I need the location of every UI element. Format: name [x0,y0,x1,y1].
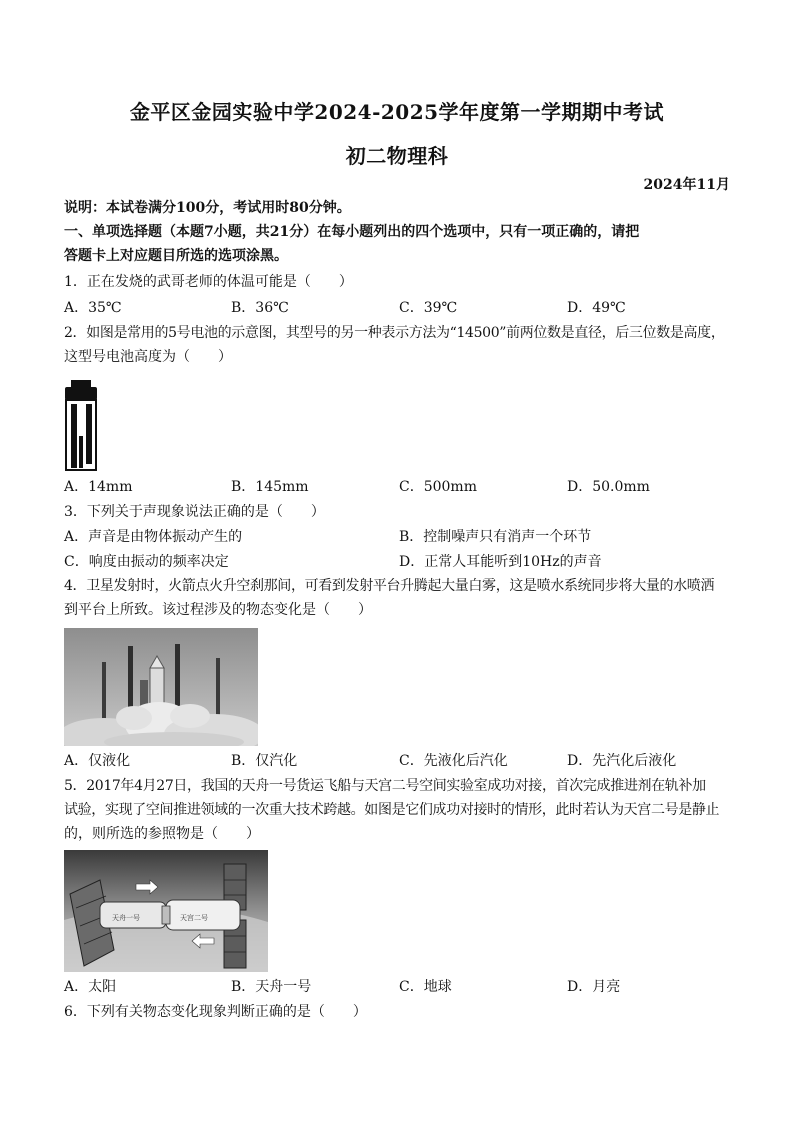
rocket-launch-photo [64,628,258,746]
section1-heading-cont: 答题卡上对应题目所选的选项涂黑。 [64,248,288,264]
q2-option-d: D．50.0mm [567,479,650,495]
question-5-stem-line2: 试验，实现了空间推进领域的一次重大技术跨越。如图是它们成功对接时的情形，此时若认为天宫二号是静止 [64,802,720,818]
q4-option-d: D．先汽化后液化 [567,753,677,769]
spacecraft-label-right: 天宫二号 [180,914,208,922]
battery-figure [62,380,106,472]
question-4-stem: 4．卫星发射时，火箭点火升空刹那间，可看到发射平台升腾起大量白雾，这是喷水系统同步将大量的水喷洒 [64,578,715,594]
exam-date: 2024年11月 [643,177,730,193]
question-4-stem-cont: 到平台上所致。该过程涉及的物态变化是（ ） [64,602,372,618]
q2-option-c: C．500mm [399,479,477,495]
q1-option-c: C．39℃ [399,300,458,316]
q4-option-c: C．先液化后汽化 [399,753,508,769]
question-3-stem: 3．下列关于声现象说法正确的是（ ） [64,504,325,520]
q4-option-a: A．仅液化 [64,753,131,769]
q3-option-d: D．正常人耳能听到10Hz的声音 [399,554,602,570]
question-6-stem: 6．下列有关物态变化现象判断正确的是（ ） [64,1004,367,1020]
q2-option-b: B．145mm [231,479,309,495]
q5-option-d: D．月亮 [567,979,621,995]
q3-option-b: B．控制噪声只有消声一个环节 [399,529,592,545]
q1-option-d: D．49℃ [567,300,626,316]
q3-option-a: A．声音是由物体振动产生的 [64,529,243,545]
question-2-stem-cont: 这型号电池高度为（ ） [64,349,232,365]
spacecraft-label-left: 天舟一号 [112,914,140,922]
spacecraft-docking-photo [64,850,268,972]
question-5-stem: 5．2017年4月27日，我国的天舟一号货运飞船与天宫二号空间实验室成功对接，首次完成推进剂在轨补加 [64,778,706,794]
q5-option-c: C．地球 [399,979,452,995]
q1-option-b: B．36℃ [231,300,289,316]
exam-title: 金平区金园实验中学2024-2025学年度第一学期期中考试 [129,100,665,124]
q5-option-b: B．天舟一号 [231,979,312,995]
section1-heading: 一、单项选择题（本题7小题，共21分）在每小题列出的四个选项中，只有一项正确的，请把 [64,224,640,240]
q2-option-a: A．14mm [64,479,133,495]
exam-note: 说明：本试卷满分100分，考试用时80分钟。 [64,200,351,216]
question-2-stem: 2．如图是常用的5号电池的示意图，其型号的另一种表示方法为“14500”前两位数是直径，后三位数是高度， [64,325,725,341]
exam-subtitle: 初二物理科 [345,144,449,168]
q5-option-a: A．太阳 [64,979,117,995]
question-1-stem: 1．正在发烧的武哥老师的体温可能是（ ） [64,274,353,290]
q1-option-a: A．35℃ [64,300,122,316]
question-5-stem-line3: 的，则所选的参照物是（ ） [64,826,260,842]
q3-option-c: C．响度由振动的频率决定 [64,554,229,570]
q4-option-b: B．仅汽化 [231,753,298,769]
